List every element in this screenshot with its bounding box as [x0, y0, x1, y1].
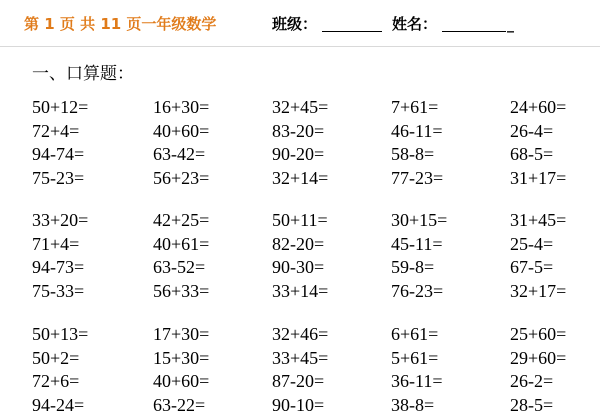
arithmetic-problem: 7+61= [391, 97, 439, 117]
name-label: 姓名： [392, 15, 438, 33]
arithmetic-problem: 15+30= [153, 347, 210, 368]
arithmetic-problem: 63-52= [153, 257, 206, 277]
arithmetic-problem: 50+12= [32, 97, 89, 117]
arithmetic-problem: 26-4= [510, 120, 554, 141]
arithmetic-problem: 63-42= [153, 144, 206, 164]
arithmetic-problem: 72+6= [32, 371, 80, 391]
arithmetic-problem: 58-8= [391, 144, 435, 164]
arithmetic-problem: 38-8= [391, 394, 435, 415]
arithmetic-problem: 56+33= [153, 280, 210, 301]
arithmetic-problem: 75-33= [32, 280, 85, 301]
arithmetic-problem: 76-23= [391, 280, 444, 301]
arithmetic-problem: 33+45= [272, 347, 329, 368]
arithmetic-problem: 33+20= [32, 210, 89, 230]
arithmetic-problem: 32+46= [272, 324, 329, 344]
arithmetic-problem: 25+60= [510, 324, 567, 344]
arithmetic-problem: 67-5= [510, 257, 554, 277]
arithmetic-problem: 94-74= [32, 144, 85, 164]
arithmetic-problem: 32+17= [510, 280, 567, 301]
arithmetic-problem: 87-20= [272, 371, 325, 391]
arithmetic-problem: 75-23= [32, 167, 85, 188]
arithmetic-problem: 36-11= [391, 371, 443, 391]
arithmetic-problem: 90-30= [272, 257, 325, 277]
arithmetic-problem: 68-5= [510, 144, 554, 164]
arithmetic-problem: 33+14= [272, 280, 329, 301]
arithmetic-problem: 40+60= [153, 371, 210, 391]
arithmetic-problem: 25-4= [510, 233, 554, 254]
arithmetic-problem: 72+4= [32, 120, 80, 141]
arithmetic-problem: 71+4= [32, 233, 80, 254]
arithmetic-problem: 42+25= [153, 210, 210, 230]
arithmetic-problem: 50+11= [272, 210, 328, 230]
arithmetic-problem: 40+61= [153, 233, 210, 254]
arithmetic-problem: 16+30= [153, 97, 210, 117]
arithmetic-problem: 29+60= [510, 347, 567, 368]
arithmetic-problem: 77-23= [391, 167, 444, 188]
arithmetic-problem: 50+2= [32, 347, 80, 368]
arithmetic-problem: 32+45= [272, 97, 329, 117]
arithmetic-problem: 24+60= [510, 97, 567, 117]
arithmetic-problem: 40+60= [153, 120, 210, 141]
arithmetic-problem: 94-73= [32, 257, 85, 277]
arithmetic-problem: 82-20= [272, 233, 325, 254]
arithmetic-problem: 90-10= [272, 394, 325, 415]
page-info: 第 1 页 共 11 页一年级数学 [24, 15, 217, 33]
arithmetic-problem: 56+23= [153, 167, 210, 188]
arithmetic-problem: 30+15= [391, 210, 448, 230]
arithmetic-problem: 50+13= [32, 324, 89, 344]
arithmetic-problem: 28-5= [510, 394, 554, 415]
arithmetic-problem: 45-11= [391, 233, 443, 254]
arithmetic-problem: 90-20= [272, 144, 325, 164]
section-title: 一、口算题： [32, 64, 134, 84]
arithmetic-problem: 32+14= [272, 167, 329, 188]
arithmetic-problem: 94-24= [32, 394, 85, 415]
arithmetic-problem: 5+61= [391, 347, 439, 368]
arithmetic-problem: 17+30= [153, 324, 210, 344]
arithmetic-problem: 59-8= [391, 257, 435, 277]
arithmetic-problem: 26-2= [510, 371, 554, 391]
arithmetic-problem: 31+45= [510, 210, 567, 230]
arithmetic-problem: 31+17= [510, 167, 567, 188]
arithmetic-problem: 63-22= [153, 394, 206, 415]
class-label: 班级： [272, 15, 318, 33]
name-blank-mark: _ [507, 17, 514, 33]
arithmetic-problem: 6+61= [391, 324, 439, 344]
arithmetic-problem: 83-20= [272, 120, 325, 141]
arithmetic-problem: 46-11= [391, 120, 443, 141]
